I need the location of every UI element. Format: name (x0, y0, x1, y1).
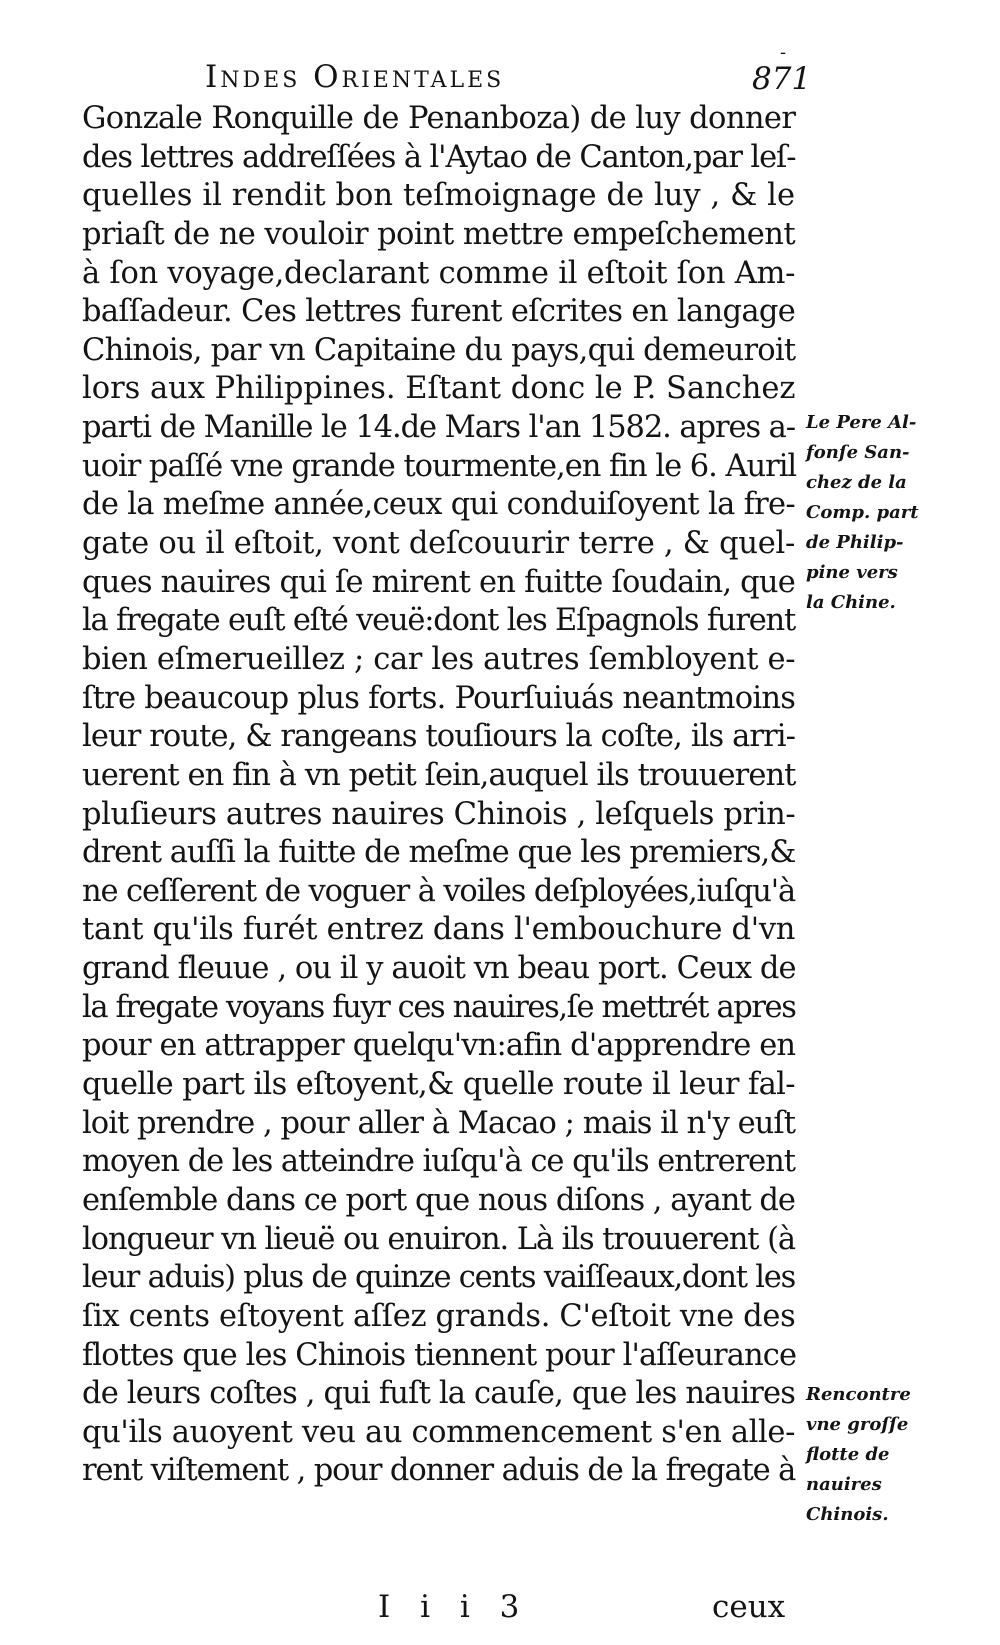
text-line: gate ou il eſtoit, vont deſcouurir terre , & quel- (82, 526, 796, 562)
margin-note-line: nauires (806, 1474, 882, 1495)
text-line: leur route, & rangeans touſiours la coſte, ils arri- (82, 719, 795, 755)
text-line: tant qu'ils furét entrez dans l'embouchure d'vn (82, 912, 796, 948)
text-line: uerent en fin à vn petit ſein,auquel ils trouuerent (82, 757, 796, 793)
text-line: rent viſtement , pour donner aduis de la fregate à (82, 1453, 796, 1489)
text-line: de la meſme année,ceux qui conduiſoyent la fre- (82, 487, 795, 523)
text-line: moyen de les atteindre iuſqu'à ce qu'ils entrerent (82, 1144, 795, 1180)
text-line: ſtre beaucoup plus forts. Pourſuiuás neantmoins (82, 680, 796, 716)
text-line: longueur vn lieuë ou enuiron. Là ils trouuerent (à (82, 1221, 796, 1257)
margin-note-line: fonſe San- (806, 442, 910, 463)
text-line: pour en attrapper quelqu'vn:afin d'apprendre en (82, 1028, 796, 1064)
text-line: Chinois, par vn Capitaine du pays,qui demeuroit (82, 332, 796, 368)
text-line: ne ceſſerent de voguer à voiles deſployées,iuſqu'à (82, 873, 795, 909)
margin-note-line: Le Pere Al- (806, 412, 917, 433)
margin-note-sanchez-voyage (806, 408, 996, 618)
margin-note-line: la Chine. (806, 592, 896, 613)
text-line: qu'ils auoyent veu au commencement s'en alle- (82, 1414, 795, 1450)
margin-note-line: Chinois. (806, 1504, 889, 1525)
text-line: pluſieurs autres nauires Chinois , leſquels prin- (82, 796, 796, 832)
text-line: quelle part ils eſtoyent,& quelle route il leur fal- (82, 1067, 795, 1103)
text-line: grand fleuue , ou il y auoit vn beau port. Ceux de (82, 951, 796, 987)
text-line: leur aduis) plus de quinze cents vaiſſeaux,dont les (82, 1260, 795, 1296)
margin-note-line: de Philip- (806, 532, 904, 553)
margin-note-line: vne groſſe (806, 1414, 909, 1435)
corner-mark: - (780, 42, 787, 63)
text-line: la fregate voyans fuyr ces nauires,ſe mettrét apres (82, 989, 796, 1025)
text-line: des lettres addreſſées à l'Aytao de Canton,par leſ- (82, 139, 796, 175)
catchword: ceux (712, 1589, 786, 1625)
text-line: Gonzale Ronquille de Penanboza) de luy donner (82, 101, 796, 136)
text-line: lors aux Philippines. Eſtant donc le P. Sanchez (82, 371, 796, 407)
text-line: de leurs coſtes , qui fuſt la cauſe, que les nauires (82, 1376, 796, 1412)
text-line: baſſadeur. Ces lettres furent eſcrites en langage (82, 294, 796, 330)
margin-note-line: chez de la (806, 472, 907, 493)
text-line: quelles il rendit bon teſmoignage de luy , & le (82, 178, 795, 214)
text-line: la fregate euſt eſté veuë:dont les Eſpagnols furent (82, 603, 795, 639)
margin-note-line: Comp. part (806, 502, 919, 523)
text-line: bien eſmerueillez ; car les autres ſembloyent e- (82, 641, 796, 677)
text-line: priaſt de ne vouloir point mettre empeſchement (82, 216, 795, 252)
text-line: drent auſſi la fuitte de meſme que les premiers,& (82, 835, 796, 871)
page-number: 871 (752, 61, 812, 97)
text-line: enſemble dans ce port que nous diſons , ayant de (82, 1182, 795, 1218)
text-line: flottes que les Chinois tiennent pour l'aſſeurance (82, 1337, 797, 1373)
body-text (82, 100, 795, 1491)
margin-note-chinese-fleet (806, 1380, 996, 1530)
margin-note-line: flotte de (806, 1444, 890, 1465)
text-line: parti de Manille le 14.de Mars l'an 1582. apres a- (82, 410, 795, 446)
text-line: uoir paſſé vne grande tourmente,en fin le 6. Auril (82, 448, 797, 484)
text-line: à ſon voyage,declarant comme il eſtoit ſon Am- (82, 255, 796, 291)
margin-note-line: pine vers (806, 562, 898, 583)
text-line: loit prendre , pour aller à Macao ; mais il n'y euſt (82, 1105, 795, 1141)
text-line: ſix cents eſtoyent aſſez grands. C'eſtoit vne des (82, 1298, 796, 1334)
running-head: Indes Orientales (205, 59, 505, 95)
text-line: ques nauires qui ſe mirent en fuitte ſoudain, que (82, 564, 795, 600)
margin-note-line: Rencontre (806, 1384, 911, 1405)
signature-mark: I i i 3 (378, 1589, 530, 1625)
